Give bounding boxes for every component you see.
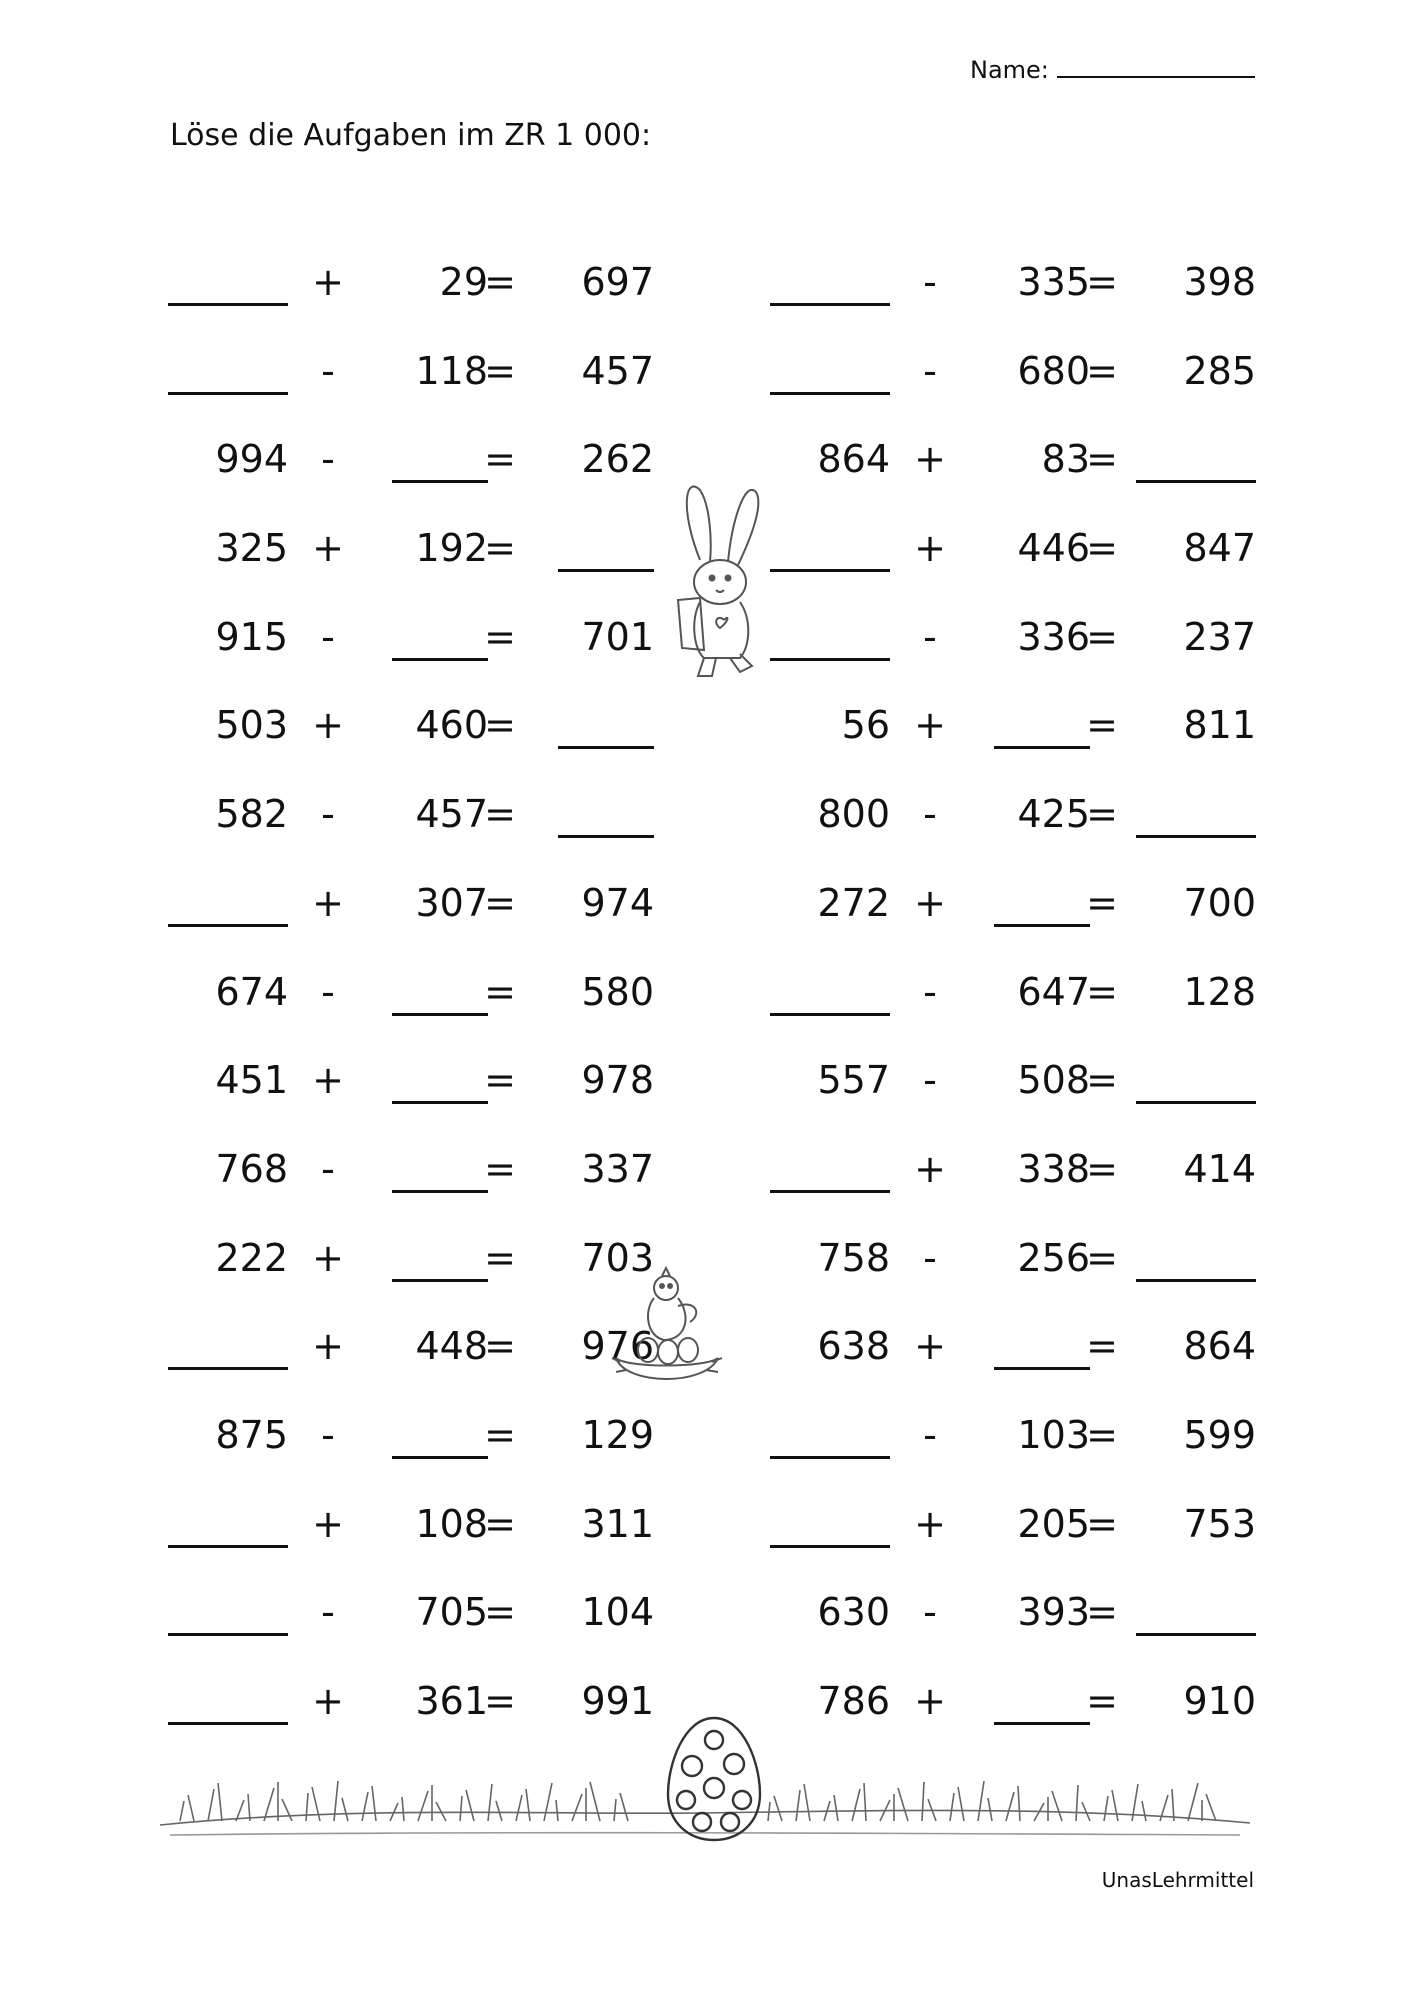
equals-sign: = bbox=[484, 1235, 516, 1280]
grass-blade bbox=[556, 1800, 558, 1821]
grass-blade bbox=[362, 1792, 368, 1821]
result: 864 bbox=[1183, 1324, 1256, 1369]
equals-sign: = bbox=[484, 1058, 516, 1103]
operand-a: 864 bbox=[817, 437, 890, 482]
grass-blade bbox=[1018, 1786, 1020, 1821]
result: 976 bbox=[581, 1324, 654, 1369]
operator: - bbox=[923, 614, 937, 659]
operand-b-blank[interactable] bbox=[960, 879, 1090, 927]
equals-sign: = bbox=[484, 1501, 516, 1546]
answer-blank-line[interactable] bbox=[168, 1599, 288, 1636]
result: 753 bbox=[1183, 1501, 1256, 1546]
operand-a: 768 bbox=[215, 1146, 288, 1191]
footer-credit: UnasLehrmittel bbox=[1101, 1868, 1254, 1892]
operand-b: 108 bbox=[415, 1501, 488, 1546]
operand-a: 674 bbox=[215, 969, 288, 1014]
operator: - bbox=[321, 1590, 335, 1635]
operand-a-blank[interactable] bbox=[770, 968, 890, 1016]
answer-blank-line[interactable] bbox=[994, 1333, 1090, 1370]
grass-blade bbox=[1076, 1785, 1078, 1821]
result: 700 bbox=[1183, 880, 1256, 925]
operand-a: 875 bbox=[215, 1412, 288, 1457]
operand-b: 205 bbox=[1017, 1501, 1090, 1546]
operator: - bbox=[321, 614, 335, 659]
operand-a: 786 bbox=[817, 1679, 890, 1723]
grass-blade bbox=[496, 1801, 502, 1821]
equals-sign: = bbox=[484, 969, 516, 1014]
result: 599 bbox=[1183, 1412, 1256, 1457]
answer-blank-line[interactable] bbox=[994, 890, 1090, 927]
answer-blank-line[interactable] bbox=[770, 1156, 890, 1193]
result: 337 bbox=[581, 1146, 654, 1191]
answer-blank-line[interactable] bbox=[392, 1422, 488, 1459]
operator: + bbox=[914, 1501, 946, 1546]
grass-blade bbox=[804, 1784, 810, 1821]
grass-blade bbox=[306, 1793, 308, 1821]
answer-blank-line[interactable] bbox=[770, 535, 890, 572]
operand-a: 451 bbox=[215, 1058, 288, 1103]
grass-blade bbox=[1006, 1792, 1014, 1821]
operand-a: 503 bbox=[215, 703, 288, 748]
result: 697 bbox=[581, 260, 654, 304]
operator: - bbox=[923, 1590, 937, 1635]
grass-blade bbox=[898, 1788, 908, 1821]
operand-b: 448 bbox=[415, 1324, 488, 1369]
result-blank[interactable] bbox=[1130, 790, 1256, 838]
result: 414 bbox=[1183, 1146, 1256, 1191]
answer-blank-line[interactable] bbox=[1136, 801, 1256, 838]
equals-sign: = bbox=[1086, 1146, 1118, 1191]
operator: + bbox=[312, 880, 344, 925]
result: 237 bbox=[1183, 614, 1256, 659]
grass-blade bbox=[188, 1795, 194, 1821]
operand-a-blank[interactable] bbox=[770, 258, 890, 306]
grass-blade bbox=[460, 1796, 462, 1821]
operator: - bbox=[923, 1058, 937, 1103]
equals-sign: = bbox=[484, 792, 516, 837]
grass-blade bbox=[544, 1783, 552, 1821]
operand-b-blank[interactable] bbox=[358, 613, 488, 661]
operator: - bbox=[321, 792, 335, 837]
grass-blade bbox=[958, 1787, 964, 1821]
operator: + bbox=[914, 1324, 946, 1369]
hen-nest-illustration bbox=[606, 1266, 726, 1396]
operand-b: 446 bbox=[1017, 526, 1090, 571]
operator: - bbox=[321, 1146, 335, 1191]
equals-sign: = bbox=[484, 348, 516, 393]
answer-blank-line[interactable] bbox=[558, 535, 654, 572]
operand-b-blank[interactable] bbox=[358, 435, 488, 483]
equals-sign: = bbox=[484, 880, 516, 925]
answer-blank-line[interactable] bbox=[168, 1511, 288, 1548]
grass-blade bbox=[774, 1796, 782, 1821]
grass-blade bbox=[248, 1794, 250, 1821]
operand-b: 647 bbox=[1017, 969, 1090, 1014]
grass-blade bbox=[466, 1790, 474, 1821]
name-blank-line[interactable] bbox=[1057, 54, 1255, 78]
grass-blade bbox=[988, 1798, 992, 1821]
grass-blade bbox=[834, 1795, 838, 1821]
grass-blade bbox=[342, 1798, 348, 1821]
answer-blank-line[interactable] bbox=[168, 890, 288, 927]
result: 910 bbox=[1183, 1679, 1256, 1723]
operand-b: 307 bbox=[415, 880, 488, 925]
grass-blade bbox=[516, 1795, 522, 1821]
grass-blade bbox=[768, 1802, 770, 1821]
operator: + bbox=[312, 526, 344, 571]
answer-blank-line[interactable] bbox=[770, 979, 890, 1016]
grass-blade bbox=[922, 1782, 924, 1821]
operand-a: 557 bbox=[817, 1058, 890, 1103]
operator: + bbox=[914, 526, 946, 571]
grass-blade bbox=[1082, 1802, 1090, 1821]
grass-blade bbox=[436, 1802, 446, 1821]
answer-blank-line[interactable] bbox=[168, 1333, 288, 1370]
operand-a: 272 bbox=[817, 880, 890, 925]
operator: + bbox=[312, 703, 344, 748]
operand-b-blank[interactable] bbox=[358, 1056, 488, 1104]
operator: + bbox=[312, 1058, 344, 1103]
operand-b: 425 bbox=[1017, 792, 1090, 837]
equals-sign: = bbox=[1086, 880, 1118, 925]
operand-a: 800 bbox=[817, 792, 890, 837]
answer-blank-line[interactable] bbox=[392, 1067, 488, 1104]
answer-blank-line[interactable] bbox=[770, 624, 890, 661]
operand-b: 256 bbox=[1017, 1235, 1090, 1280]
equals-sign: = bbox=[1086, 526, 1118, 571]
equals-sign: = bbox=[1086, 1235, 1118, 1280]
equals-sign: = bbox=[1086, 1058, 1118, 1103]
operand-a-blank[interactable] bbox=[770, 524, 890, 572]
operator: - bbox=[923, 792, 937, 837]
result-blank[interactable] bbox=[1130, 1234, 1256, 1282]
operator: + bbox=[312, 1324, 344, 1369]
operand-b-blank[interactable] bbox=[358, 1411, 488, 1459]
operand-a-blank[interactable] bbox=[168, 258, 288, 306]
operand-b-blank[interactable] bbox=[358, 1145, 488, 1193]
result: 311 bbox=[581, 1501, 654, 1546]
operator: - bbox=[321, 348, 335, 393]
answer-blank-line[interactable] bbox=[392, 624, 488, 661]
result: 398 bbox=[1183, 260, 1256, 304]
operator: + bbox=[914, 437, 946, 482]
equals-sign: = bbox=[1086, 614, 1118, 659]
result: 285 bbox=[1183, 348, 1256, 393]
operator: - bbox=[923, 1412, 937, 1457]
result: 128 bbox=[1183, 969, 1256, 1014]
grass-blade bbox=[1206, 1794, 1216, 1821]
operator: + bbox=[312, 1501, 344, 1546]
operand-a-blank[interactable] bbox=[770, 1411, 890, 1459]
operand-a-blank[interactable] bbox=[168, 1677, 288, 1725]
grass-blade bbox=[218, 1783, 222, 1821]
operand-b: 680 bbox=[1017, 348, 1090, 393]
operand-a-blank[interactable] bbox=[770, 347, 890, 395]
operand-a-blank[interactable] bbox=[168, 347, 288, 395]
answer-blank-line[interactable] bbox=[770, 358, 890, 395]
result: 129 bbox=[581, 1412, 654, 1457]
equals-sign: = bbox=[484, 1679, 516, 1723]
result-blank[interactable] bbox=[528, 701, 654, 749]
operator: + bbox=[914, 1146, 946, 1191]
operand-b: 508 bbox=[1017, 1058, 1090, 1103]
grass-blade bbox=[418, 1791, 428, 1821]
result: 703 bbox=[581, 1235, 654, 1280]
grass-blade bbox=[488, 1784, 492, 1821]
instruction-text: Löse die Aufgaben im ZR 1 000: bbox=[170, 118, 652, 153]
operand-b: 83 bbox=[1041, 437, 1090, 482]
operand-a: 915 bbox=[215, 614, 288, 659]
operand-b-blank[interactable] bbox=[960, 1322, 1090, 1370]
answer-blank-line[interactable] bbox=[1136, 446, 1256, 483]
answer-blank-line[interactable] bbox=[1136, 1245, 1256, 1282]
bunny-illustration bbox=[660, 470, 780, 690]
operand-a-blank[interactable] bbox=[168, 1500, 288, 1548]
operator: - bbox=[321, 969, 335, 1014]
operator: + bbox=[312, 1679, 344, 1723]
operand-b: 118 bbox=[415, 348, 488, 393]
answer-blank-line[interactable] bbox=[168, 269, 288, 306]
operand-a-blank[interactable] bbox=[770, 1500, 890, 1548]
grass-blade bbox=[614, 1799, 616, 1821]
operand-b: 29 bbox=[439, 260, 488, 304]
grass-blade bbox=[208, 1789, 214, 1821]
grass-blade bbox=[864, 1783, 866, 1821]
operand-b-blank[interactable] bbox=[358, 1234, 488, 1282]
answer-blank-line[interactable] bbox=[994, 1688, 1090, 1725]
equals-sign: = bbox=[1086, 1501, 1118, 1546]
answer-blank-line[interactable] bbox=[558, 712, 654, 749]
equals-sign: = bbox=[484, 1146, 516, 1191]
result: 580 bbox=[581, 969, 654, 1014]
operator: - bbox=[923, 260, 937, 304]
operator: + bbox=[312, 260, 344, 304]
operand-b: 361 bbox=[415, 1679, 488, 1723]
grass-blade bbox=[1104, 1796, 1108, 1821]
result-blank[interactable] bbox=[1130, 1588, 1256, 1636]
grass-blade bbox=[402, 1797, 404, 1821]
equals-sign: = bbox=[484, 526, 516, 571]
answer-blank-line[interactable] bbox=[392, 1156, 488, 1193]
operand-b: 335 bbox=[1017, 260, 1090, 304]
answer-blank-line[interactable] bbox=[558, 801, 654, 838]
answer-blank-line[interactable] bbox=[1136, 1067, 1256, 1104]
answer-blank-line[interactable] bbox=[392, 1245, 488, 1282]
answer-blank-line[interactable] bbox=[770, 1422, 890, 1459]
answer-blank-line[interactable] bbox=[770, 1511, 890, 1548]
equals-sign: = bbox=[484, 1324, 516, 1369]
operand-a-blank[interactable] bbox=[770, 613, 890, 661]
operand-b: 705 bbox=[415, 1590, 488, 1635]
answer-blank-line[interactable] bbox=[994, 712, 1090, 749]
answer-blank-line[interactable] bbox=[168, 358, 288, 395]
equals-sign: = bbox=[484, 437, 516, 482]
equals-sign: = bbox=[1086, 703, 1118, 748]
answer-blank-line[interactable] bbox=[392, 446, 488, 483]
equals-sign: = bbox=[484, 260, 516, 304]
result: 847 bbox=[1183, 526, 1256, 571]
grass-blade bbox=[334, 1781, 338, 1821]
operator: - bbox=[923, 969, 937, 1014]
operator: - bbox=[321, 437, 335, 482]
operand-b-blank[interactable] bbox=[358, 968, 488, 1016]
operator: - bbox=[321, 1412, 335, 1457]
operand-b: 393 bbox=[1017, 1590, 1090, 1635]
grass-blade bbox=[312, 1787, 320, 1821]
result: 104 bbox=[581, 1590, 654, 1635]
operand-b: 460 bbox=[415, 703, 488, 748]
result-blank[interactable] bbox=[1130, 1056, 1256, 1104]
operand-b: 338 bbox=[1017, 1146, 1090, 1191]
operand-b: 103 bbox=[1017, 1412, 1090, 1457]
easter-egg-illustration bbox=[664, 1714, 764, 1844]
equals-sign: = bbox=[1086, 1324, 1118, 1369]
operand-a-blank[interactable] bbox=[168, 1588, 288, 1636]
grass-blade bbox=[1142, 1801, 1146, 1821]
operand-a: 582 bbox=[215, 792, 288, 837]
equals-sign: = bbox=[484, 1590, 516, 1635]
operator: + bbox=[312, 1235, 344, 1280]
equals-sign: = bbox=[1086, 1590, 1118, 1635]
operand-a: 758 bbox=[817, 1235, 890, 1280]
grass-blade bbox=[372, 1786, 376, 1821]
grass-blade bbox=[180, 1801, 184, 1821]
answer-blank-line[interactable] bbox=[1136, 1599, 1256, 1636]
equals-sign: = bbox=[1086, 1412, 1118, 1457]
name-field bbox=[970, 54, 1255, 84]
grass-blade bbox=[526, 1789, 530, 1821]
result: 262 bbox=[581, 437, 654, 482]
grass-blade bbox=[796, 1790, 800, 1821]
grass-blade bbox=[950, 1793, 954, 1821]
equals-sign: = bbox=[1086, 792, 1118, 837]
operand-b: 336 bbox=[1017, 614, 1090, 659]
grass-blade bbox=[282, 1799, 292, 1821]
equals-sign: = bbox=[484, 614, 516, 659]
answer-blank-line[interactable] bbox=[770, 269, 890, 306]
operand-a: 56 bbox=[841, 703, 890, 748]
operand-a: 325 bbox=[215, 526, 288, 571]
operand-a: 222 bbox=[215, 1235, 288, 1280]
result-blank[interactable] bbox=[528, 524, 654, 572]
equals-sign: = bbox=[1086, 260, 1118, 304]
grass-blade bbox=[852, 1789, 860, 1821]
operator: - bbox=[923, 1235, 937, 1280]
result: 974 bbox=[581, 880, 654, 925]
operator: - bbox=[923, 348, 937, 393]
result-blank[interactable] bbox=[528, 790, 654, 838]
equals-sign: = bbox=[1086, 969, 1118, 1014]
equals-sign: = bbox=[1086, 1679, 1118, 1723]
operand-b-blank[interactable] bbox=[960, 701, 1090, 749]
operator: + bbox=[914, 880, 946, 925]
result: 701 bbox=[581, 614, 654, 659]
grass-blade bbox=[1112, 1790, 1118, 1821]
result: 978 bbox=[581, 1058, 654, 1103]
result: 811 bbox=[1183, 703, 1256, 748]
name-label: Name: bbox=[970, 56, 1049, 84]
grass-blade bbox=[1188, 1783, 1198, 1821]
equals-sign: = bbox=[1086, 348, 1118, 393]
operand-b: 192 bbox=[415, 526, 488, 571]
operand-b-blank[interactable] bbox=[960, 1677, 1090, 1725]
operand-a-blank[interactable] bbox=[168, 1322, 288, 1370]
grass-blade bbox=[572, 1794, 582, 1821]
operand-b: 457 bbox=[415, 792, 488, 837]
operand-a: 630 bbox=[817, 1590, 890, 1635]
operand-a-blank[interactable] bbox=[168, 879, 288, 927]
operand-a: 638 bbox=[817, 1324, 890, 1369]
equals-sign: = bbox=[1086, 437, 1118, 482]
equals-sign: = bbox=[484, 703, 516, 748]
equals-sign: = bbox=[484, 1412, 516, 1457]
operator: + bbox=[914, 1679, 946, 1723]
answer-blank-line[interactable] bbox=[392, 979, 488, 1016]
grass-blade bbox=[978, 1781, 984, 1821]
answer-blank-line[interactable] bbox=[168, 1688, 288, 1725]
operand-a: 994 bbox=[215, 437, 288, 482]
grass-blade bbox=[620, 1793, 628, 1821]
operator: + bbox=[914, 703, 946, 748]
grass-blade bbox=[590, 1782, 600, 1821]
operand-a-blank[interactable] bbox=[770, 1145, 890, 1193]
grass-blade bbox=[1052, 1791, 1062, 1821]
result: 991 bbox=[581, 1679, 654, 1723]
result-blank[interactable] bbox=[1130, 435, 1256, 483]
result: 457 bbox=[581, 348, 654, 393]
